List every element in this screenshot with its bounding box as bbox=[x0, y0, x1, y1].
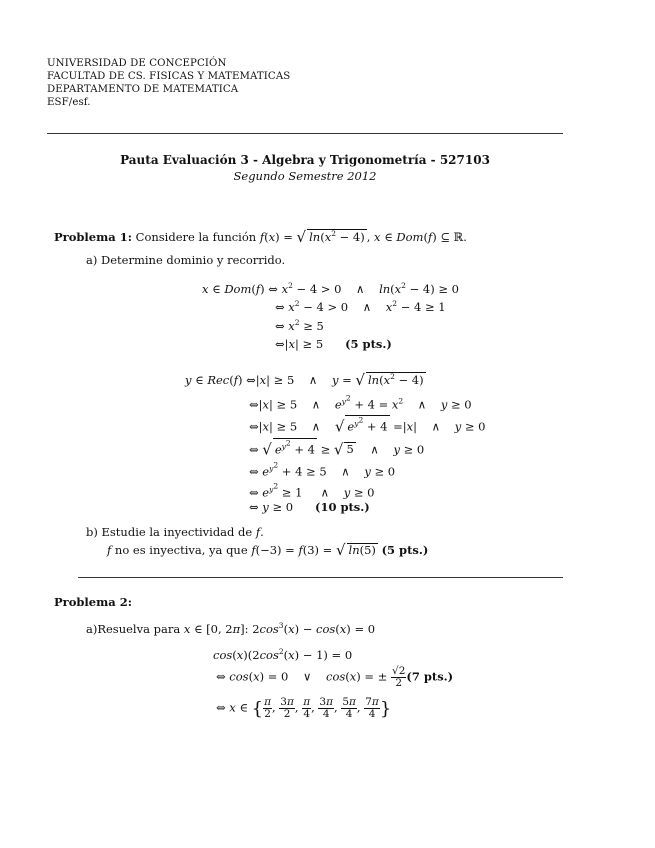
points-range: (10 pts.) bbox=[315, 500, 370, 514]
range-step-7: ⇔ y ≥ 0 (10 pts.) bbox=[249, 500, 370, 514]
points-trig: (7 pts.) bbox=[406, 669, 454, 684]
header-divider bbox=[47, 133, 563, 134]
author-initials: ESF/esf. bbox=[47, 97, 91, 108]
points-injectivity: (5 pts.) bbox=[381, 543, 429, 557]
domain-step-1: x ∈ Dom(f) ⇔ $x^2 - 4 > 0$ ∧ $\ln(x^2 - 4) \ge 0$ bbox=[202, 281, 459, 296]
trig-solution-set: ⇔ x ∈ { $\frac{\pi}{2}$ , $\frac{3\pi}{2}$ , $\frac{\pi}{4}$ , $\frac{3\pi}{4}$ , $\frac{5\pi}{4}$ , $\frac{7\pi}{4}$ } bbox=[216, 696, 392, 721]
problem-2-label: Problema 2: bbox=[54, 595, 132, 609]
problem-1-part-a: a) Determine dominio y recorrido. bbox=[86, 253, 286, 267]
problem-divider bbox=[78, 577, 563, 578]
domain-step-2: ⇔ $x^2 - 4 > 0$ ∧ $x^2 - 4 \ge 1$ bbox=[275, 299, 446, 314]
function-definition: f(x) = √ $\ln(x^2 - 4)$ , x ∈ Dom(f) ⊆ ℝ. bbox=[259, 228, 467, 246]
page-subtitle: Segundo Semestre 2012 bbox=[233, 169, 377, 183]
range-step-6: ⇔ $e^{y^2} \ge 1$ ∧ y ≥ 0 bbox=[249, 481, 375, 500]
range-step-5: ⇔ $e^{y^2} + 4 \ge 5$ ∧ y ≥ 0 bbox=[249, 460, 396, 479]
problem-2-question: a)Resuelva para bbox=[86, 621, 181, 636]
problem-1-part-b: b) Estudie la inyectividad de f. bbox=[86, 525, 264, 539]
range-step-3: ⇔|x| ≥ 5 ∧ √ $e^{y^2} + 4 =|x|$ ∧ y ≥ 0 bbox=[249, 415, 486, 436]
trig-step-2: ⇔ cos(x) = 0 ∨ cos(x) = ± $\frac{√2}{2}$ (7 pts.) bbox=[216, 665, 454, 690]
department-name: DEPARTAMENTO DE MATEMATICA bbox=[47, 84, 239, 95]
part-b-question: b) Estudie la inyectividad de bbox=[86, 525, 253, 539]
problem-1-statement bbox=[54, 229, 467, 246]
domain-step-4: ⇔|x| ≥ 5 (5 pts.) bbox=[275, 337, 392, 351]
university-name: UNIVERSIDAD DE CONCEPCIÓN bbox=[47, 58, 227, 69]
range-step-1: y ∈ Rec(f) ⇔|x| ≥ 5 ∧ y = √ $\ln(x^2 - 4)$ bbox=[185, 371, 424, 389]
injectivity-text: no es inyectiva, ya que bbox=[114, 543, 248, 557]
points-domain: (5 pts.) bbox=[345, 337, 392, 351]
faculty-name: FACULTAD DE CS. FISICAS Y MATEMATICAS bbox=[47, 71, 291, 82]
page-title: Pauta Evaluación 3 - Algebra y Trigonometría - 527103 bbox=[120, 153, 490, 167]
injectivity-answer: f no es inyectiva, ya que f(−3) = f(3) = √ ln(5) (5 pts.) bbox=[107, 541, 429, 559]
domain-step-3: ⇔ $x^2 \ge 5$ bbox=[275, 318, 324, 333]
range-step-2: ⇔|x| ≥ 5 ∧ $e^{y^2} + 4 = x^2$ ∧ y ≥ 0 bbox=[249, 393, 472, 412]
trig-step-1: $\cos(x)(2\cos^2(x) - 1) = 0$ bbox=[213, 647, 353, 662]
problem-2-part-a: a)Resuelva para x ∈ [0, 2π]: $2\cos^3(x) - \cos(x) = 0$ bbox=[86, 621, 376, 636]
problem-1-intro: Considere la función bbox=[135, 230, 257, 244]
range-step-4: ⇔ √ $e^{y^2} + 4$ ≥ √ 5 ∧ y ≥ 0 bbox=[249, 438, 425, 459]
problem-1-label: Problema 1: bbox=[54, 230, 132, 244]
